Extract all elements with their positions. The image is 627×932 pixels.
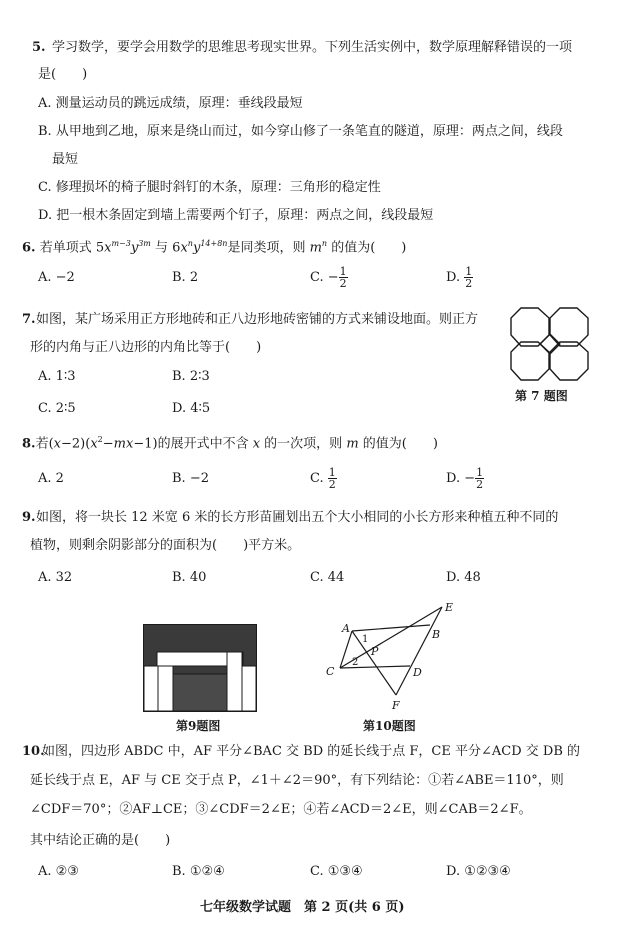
point-label-d: D: [413, 666, 422, 679]
q10-option-a: A. ②③: [38, 864, 79, 879]
q8-option-c-label: C.: [310, 471, 328, 486]
q6-exp: 14+8n: [200, 239, 228, 248]
q6-text: 若单项式 5: [39, 240, 105, 256]
point-label-f: F: [392, 699, 400, 712]
fraction-denominator: 2: [476, 478, 484, 491]
q8-var-x: x: [53, 436, 61, 452]
q8-text: 若(: [35, 436, 54, 452]
point-label-p: P: [371, 645, 379, 658]
fraction-denominator: 2: [328, 478, 336, 491]
angle-label-2: 2: [352, 657, 359, 668]
q6-var-x: x: [104, 240, 112, 256]
q8-option-c: [310, 465, 337, 493]
point-label-e: E: [445, 601, 454, 614]
q8-var-mx: mx: [113, 436, 134, 452]
q7-option-a: A. 1∶3: [38, 369, 76, 384]
fraction-numerator: 1: [328, 466, 336, 479]
q7-option-c: C. 2∶5: [38, 401, 76, 416]
q10-option-c: C. ①③④: [310, 864, 363, 879]
fraction-numerator: 1: [339, 265, 347, 278]
q8-number: 8.: [22, 436, 36, 452]
q10-figure-caption: 第10题图: [363, 719, 416, 733]
q6-number: 6.: [22, 240, 36, 256]
q10-stem-line3: ∠CDF＝70°；②AF⊥CE；③∠CDF＝2∠E；④若∠ACD＝2∠E，则∠CAB＝2∠F。: [30, 802, 532, 817]
q8-option-a: A. 2: [38, 471, 64, 486]
q6-option-c-fraction: [339, 266, 348, 289]
q8-var-m: m: [346, 436, 359, 452]
q8-text: −2)(: [61, 436, 91, 452]
q6-exp: m−3: [111, 239, 131, 248]
q10-stem-line4: 其中结论正确的是( ): [30, 833, 171, 848]
q6-var-y: y: [130, 240, 139, 256]
q8-exp: 2: [97, 435, 103, 444]
q8-text: −1)的展开式中不含: [133, 436, 253, 452]
angle-label-1: 1: [362, 634, 369, 645]
q9-number: 9.: [22, 510, 36, 525]
q6-text: 与 6: [150, 240, 181, 256]
q5-option-b-line1: B. 从甲地到乙地，原来是绕山而过，如今穿山修了一条笔直的隧道，原理：两点之间，线段: [38, 124, 563, 139]
garden-plot-figure: [143, 624, 257, 712]
q8-stem: [22, 432, 438, 452]
q6-var-x: x: [180, 240, 188, 256]
q8-option-c-fraction: [328, 467, 337, 490]
q5-option-a: A. 测量运动员的跳远成绩，原理：垂线段最短: [38, 96, 303, 111]
q6-option-a: A. −2: [38, 270, 75, 285]
q9-stem-line1: 如图，将一块长 12 米宽 6 米的长方形苗圃划出五个大小相同的小长方形来种植五种不同的: [36, 510, 559, 525]
fraction-denominator: 2: [339, 277, 347, 290]
q5-option-d: D. 把一根木条固定到墙上需要两个钉子，原理：两点之间，线段最短: [38, 208, 434, 223]
q8-option-d-fraction: [475, 467, 484, 490]
q6-option-b: B. 2: [172, 270, 199, 285]
q10-stem-line1: 如图，四边形 ABDC 中，AF 平分∠BAC 交 BD 的延长线于点 F，CE 平分∠ACD 交 DB 的: [42, 744, 581, 759]
q8-option-d-label: D. −: [446, 471, 476, 486]
q5-stem-line1: 学习数学，要学会用数学的思维思考现实世界。下列生活实例中，数学原理解释错误的一项: [52, 40, 573, 55]
q8-text: 的值为( ): [358, 436, 438, 452]
point-label-b: B: [432, 628, 441, 641]
q7-option-b: B. 2∶3: [172, 369, 210, 384]
q6-text: 是同类项，则: [227, 240, 310, 256]
q8-var-x: x: [90, 436, 98, 452]
q9-option-a: A. 32: [38, 570, 73, 585]
q9-figure-caption: 第9题图: [176, 719, 221, 733]
point-label-c: C: [326, 665, 335, 678]
q5-option-c: C. 修理损坏的椅子腿时斜钉的木条，原理：三角形的稳定性: [38, 180, 381, 195]
fraction-numerator: 1: [465, 265, 473, 278]
q6-option-d-label: D.: [446, 270, 465, 285]
q6-option-c-label: C. −: [310, 270, 339, 285]
q10-option-d: D. ①②③④: [446, 864, 511, 879]
q7-number: 7.: [22, 312, 36, 327]
q8-text: 的一次项，则: [260, 436, 347, 452]
q10-option-b: B. ①②④: [172, 864, 225, 879]
q7-stem-line1: 如图，某广场采用正方形地砖和正八边形地砖密铺的方式来铺设地面。则正方: [36, 312, 479, 327]
q7-figure-caption: 第 7 题图: [515, 389, 568, 403]
q10-number: 10.: [22, 744, 45, 759]
octagon-tiling-figure: [510, 307, 592, 381]
q5-option-b-line2: 最短: [52, 152, 79, 167]
point-label-a: A: [342, 622, 350, 635]
q8-option-b: B. −2: [172, 471, 209, 486]
q6-exp: 3m: [138, 239, 151, 248]
q6-option-d-fraction: [464, 266, 473, 289]
q6-option-c: [310, 264, 348, 292]
q6-text: 的值为( ): [327, 240, 407, 256]
q5-number: 5.: [32, 40, 46, 55]
q6-exp: n: [187, 239, 193, 248]
q6-exp: n: [321, 239, 328, 248]
page-footer: 七年级数学试题 第 2 页(共 6 页): [200, 900, 405, 915]
fraction-denominator: 2: [465, 277, 473, 290]
q6-stem: [22, 236, 406, 256]
fraction-numerator: 1: [476, 466, 484, 479]
q7-option-d: D. 4∶5: [172, 401, 211, 416]
q6-option-d: [446, 264, 473, 292]
q10-stem-line2: 延长线于点 E，AF 与 CE 交于点 P，∠1＋∠2＝90°，有下列结论：①若∠ABE＝110°，则: [30, 773, 564, 788]
q9-stem-line2: 植物，则剩余阴影部分的面积为( )平方米。: [30, 538, 301, 553]
q8-text: −: [102, 436, 114, 452]
q6-var-m: m: [309, 240, 322, 256]
q8-option-d: [446, 465, 484, 493]
quadrilateral-angle-figure: [322, 598, 462, 716]
q9-option-b: B. 40: [172, 570, 207, 585]
q6-var-y: y: [192, 240, 201, 256]
q9-option-c: C. 44: [310, 570, 345, 585]
q5-stem-line2: 是( ): [38, 67, 88, 82]
q8-var-x: x: [252, 436, 261, 452]
q7-stem-line2: 形的内角与正八边形的内角比等于( ): [30, 340, 262, 355]
q9-option-d: D. 48: [446, 570, 481, 585]
